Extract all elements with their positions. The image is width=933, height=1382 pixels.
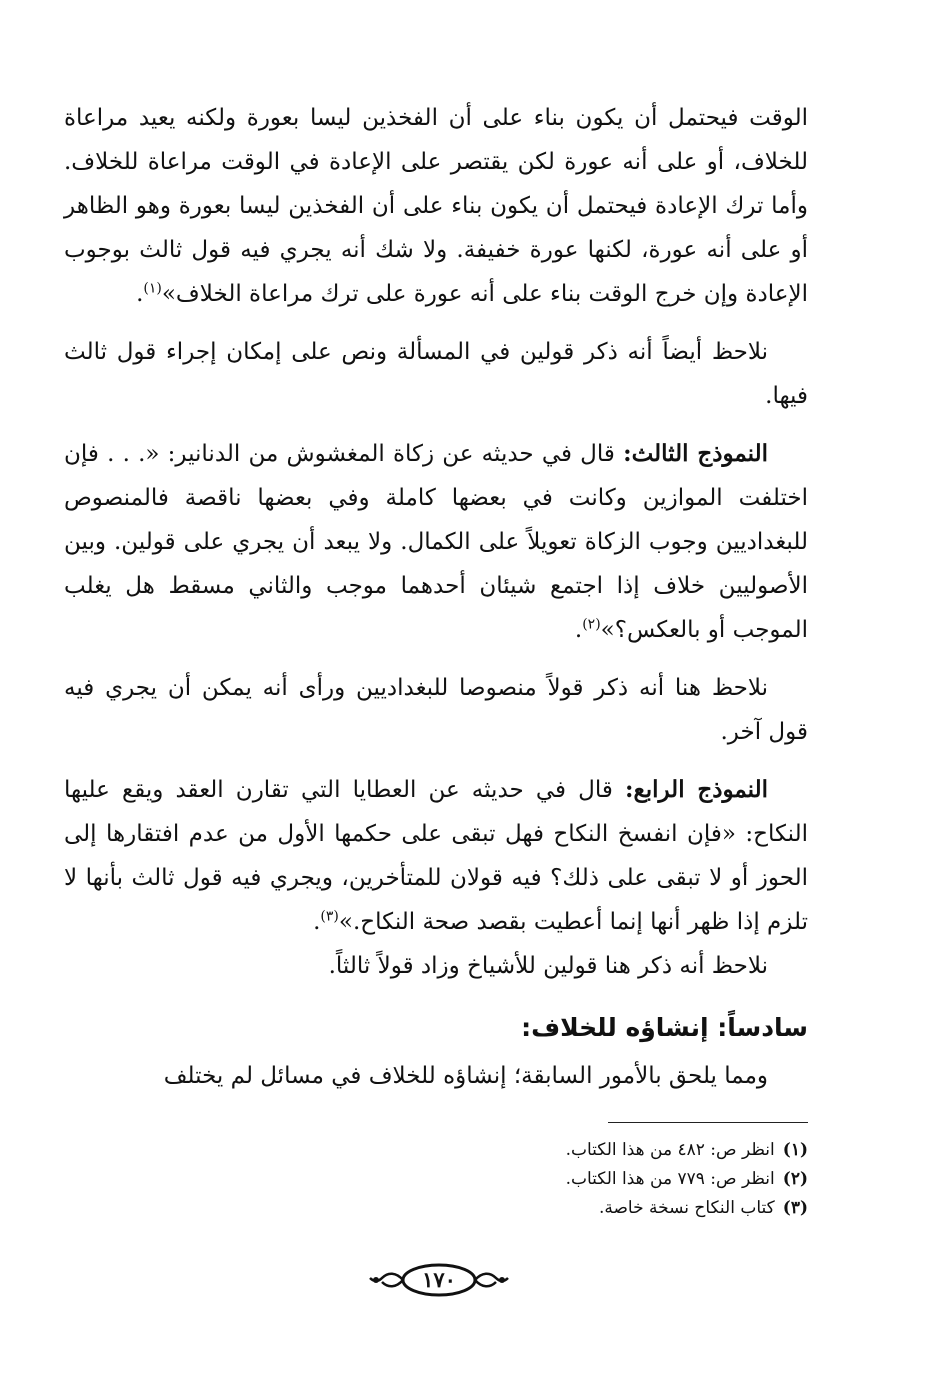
paragraph-5: النموذج الرابع: قال في حديثه عن العطايا التي تقارن العقد ويقع عليها النكاح: «فإن انفسخ النكاح فهل تبقى على حكمها الأول من عدم افتقارها إلى الحوز أو لا تبقى على ذلك؟ فيه قولان للمتأخرين، ويجري فيه قول ثالث بأنها لا تلزم إذا ظهر أنها إنما أعطيت بقصد صحة النكاح.»$^{(٣)}$. — [64, 776, 808, 935]
footnotes — [430, 1136, 808, 1223]
section-heading: سادساً: إنشاؤه للخلاف: — [521, 1013, 808, 1042]
paragraph-6: نلاحظ أنه ذكر هنا قولين للأشياخ وزاد قولاً ثالثاً. — [328, 953, 768, 979]
model-three-heading: النموذج الثالث: — [623, 440, 768, 467]
page-body — [64, 96, 808, 1098]
paragraph-1: الوقت فيحتمل أن يكون بناء على أن الفخذين ليسا بعورة ولكنه يعيد مراعاة للخلاف، أو على أنه عورة لكن يقتصر على الإعادة في الوقت مراعاة للخلاف. وأما ترك الإعادة فيحتمل أن يكون بناء على أن الفخذين ليسا بعورة وهو الظاهر أو على أنه عورة، لكنها عورة خفيفة. ولا شك أنه يجري فيه قول ثالث بوجوب الإعادة وإن خرج الوقت بناء على أنه عورة على ترك مراعاة الخلاف»$^{(١)}$. — [64, 105, 808, 307]
footnote-1: (١)انظر ص: ٤٨٢ من هذا الكتاب. — [565, 1140, 808, 1160]
model-four-heading: النموذج الرابع: — [624, 776, 768, 803]
footnote-ref-1: (١) — [143, 280, 162, 297]
paragraph-7: ومما يلحق بالأمور السابقة؛ إنشاؤه للخلاف في مسائل لم يختلف — [163, 1063, 768, 1089]
footnote-ref-3: (٣) — [320, 908, 339, 925]
footnote-3: (٣)كتاب النكاح نسخة خاصة. — [598, 1198, 808, 1218]
page-number: ١٧٠ — [422, 1267, 456, 1292]
footnote-2: (٢)انظر ص: ٧٧٩ من هذا الكتاب. — [565, 1169, 808, 1189]
paragraph-3: النموذج الثالث: قال في حديثه عن زكاة المغشوش من الدنانير: «. . . فإن اختلفت الموازين وكانت في بعضها كاملة وفي بعضها ناقصة فالمنصوص للبغداديين وجوب الزكاة تعويلاً على الكمال. ولا يبعد أن يجري على قولين. وبين الأصوليين خلاف إذا اجتمع شيئان أحدهما موجب والثاني مسقط هل يغلب الموجب أو بالعكس؟»$^{(٢)}$. — [64, 440, 808, 643]
page-number-ornament — [366, 1258, 512, 1302]
footnote-ref-2: (٢) — [582, 616, 601, 633]
footnote-divider — [608, 1122, 808, 1123]
paragraph-4: نلاحظ هنا أنه ذكر قولاً منصوصا للبغداديين ورأى أنه يمكن أن يجري فيه قول آخر. — [64, 675, 808, 745]
paragraph-2: نلاحظ أيضاً أنه ذكر قولين في المسألة ونص على إمكان إجراء قول ثالث فيها. — [64, 339, 808, 409]
